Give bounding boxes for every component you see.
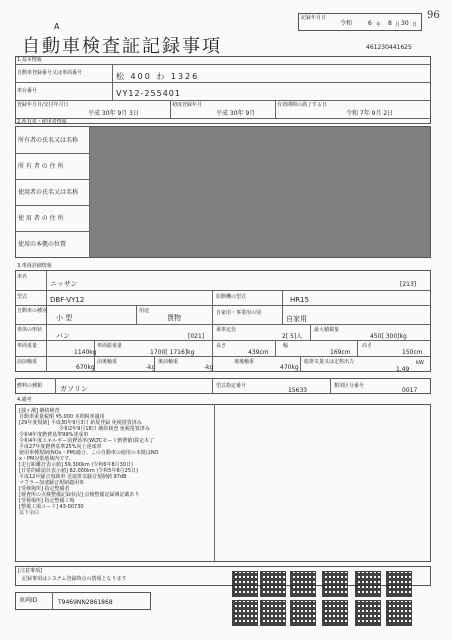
- front-front-axle-label: 前前軸重: [17, 359, 38, 365]
- note-line: 平成12年騒音規制車 近接排気騒音規制値 97dB: [19, 474, 127, 480]
- kind-label: 自動車の種別: [17, 308, 48, 314]
- maxload-value: 450[ 300]kg: [370, 333, 407, 340]
- caution-text: 記録事項はシステム登録時点の情報となります: [22, 576, 127, 582]
- business-label: 自家用・事業用の別: [216, 310, 262, 316]
- record-month: 8: [388, 20, 392, 27]
- rear-front-axle-value: -kg: [204, 364, 214, 371]
- note-line: 平成27年度燃費基準25%向上達成車: [19, 444, 102, 450]
- rear-rear-axle-label: 後後軸重: [234, 359, 255, 365]
- note-line: x・PM対策地域内です。: [19, 456, 74, 462]
- rear-rear-axle-value: 470kg: [280, 364, 299, 371]
- note-line: 令和4年度燃費基準99%達成車: [19, 432, 89, 438]
- vehicle-section-title: 3.車両詳細情報: [17, 263, 52, 269]
- front-rear-axle-label: 前後軸重: [97, 359, 118, 365]
- car-name-label: 車名: [17, 274, 28, 280]
- vehicle-id-value: T9469NN2861868: [58, 599, 113, 606]
- owner-address-label: 所 有 者 の 住 所: [18, 163, 64, 170]
- day-unit: 日: [412, 22, 418, 28]
- qr-code: [386, 571, 412, 597]
- height-value: 150cm: [402, 349, 423, 356]
- capacity-value: 2[ 5]人: [282, 333, 303, 340]
- class-number-label: 類別区分番号: [334, 383, 365, 389]
- width-value: 169cm: [330, 349, 351, 356]
- mark-a: A: [54, 22, 60, 31]
- displacement-label: 総排気量又は定格出力: [304, 359, 355, 365]
- note-line: [日常的確認計表示値] 82,000km (令和5年8月25日): [19, 468, 138, 474]
- qr-code: [260, 600, 286, 626]
- model-label: 型式: [17, 294, 28, 300]
- reg-number-label: 自動車登録番号又は車両番号: [17, 70, 83, 76]
- capacity-label: 乗車定員: [216, 327, 237, 333]
- note-line: [受検場所] 指定整備工場: [19, 498, 75, 504]
- vehicle-id-label: 車両ID: [19, 597, 38, 604]
- caution-label: [注意事項]: [18, 568, 42, 574]
- owner-section-title: 2.所有者・使用者情報: [17, 119, 67, 125]
- note-line: [検査所の点検整備記録状況] 点検整備記録簿記載あり: [19, 492, 140, 498]
- basic-section-title: 1.基本情報: [17, 57, 42, 63]
- type-number-value: 15633: [288, 387, 308, 394]
- note-line: [整備工場コード] 43-00730: [19, 504, 84, 510]
- qr-code: [355, 571, 381, 597]
- note-line: [受検場所] 指定整備者: [19, 486, 70, 492]
- qr-code: [322, 600, 348, 626]
- page-title: 自動車検査証記録事項: [22, 36, 222, 57]
- user-address-label: 使 用 者 の 住 所: [18, 215, 64, 222]
- qr-code: [322, 571, 348, 597]
- notes-section-title: 4.備考: [17, 397, 32, 403]
- doc-number: 461230441625: [366, 44, 412, 51]
- displacement-value: 1.49: [396, 366, 410, 373]
- record-year: 6: [368, 20, 372, 27]
- front-front-axle-value: 670kg: [76, 364, 95, 371]
- note-line: [走行距離計表示値] 59,300km (令和6年8月30日): [19, 462, 133, 468]
- qr-code: [290, 571, 316, 597]
- use-value: 貨物: [167, 314, 181, 322]
- note-line: [独ヶ潮] 継続検査: [19, 408, 60, 414]
- qr-code: [232, 600, 258, 626]
- height-label: 高さ: [362, 343, 373, 349]
- record-era: 令和: [340, 20, 353, 27]
- reg-number-value: 松 400 わ 1326: [116, 72, 200, 81]
- type-number-label: 型式指定番号: [216, 383, 247, 389]
- notes-list: [19, 408, 213, 516]
- weight-label: 車両重量: [17, 343, 38, 349]
- qr-code: [232, 571, 258, 597]
- note-line: 令和4年度エネルギー消費効率(WLTCモード燃費値)算定木了: [19, 438, 155, 444]
- first-reg-label: 登録年月日/交付年月日: [17, 102, 69, 108]
- front-rear-axle-value: -kg: [146, 364, 156, 371]
- gross-label: 車両総重量: [97, 343, 123, 349]
- rear-front-axle-label: 後前軸重: [158, 359, 179, 365]
- displacement-unit: kW: [416, 360, 424, 366]
- expiry-value: 令和 7年 9月 2日: [346, 110, 394, 117]
- car-name-value: ニッサン: [50, 280, 78, 288]
- month-unit: 月: [395, 22, 401, 28]
- kind-value: 小 型: [56, 314, 73, 322]
- engine-value: HR15: [290, 296, 310, 304]
- first-reg-value: 平成 30年 9月 3日: [88, 110, 139, 117]
- chassis-label: 車台番号: [17, 88, 38, 94]
- gross-value: 1700[ 1716]kg: [150, 349, 195, 356]
- handwritten-number: 96: [427, 10, 440, 21]
- qr-code: [260, 571, 286, 597]
- user-name-label: 使用者の氏名又は名称: [18, 189, 79, 196]
- width-label: 幅: [283, 343, 289, 349]
- base-location-label: 使用の本拠の位置: [18, 241, 67, 248]
- owner-name-label: 所有者の氏名又は名称: [18, 137, 79, 144]
- chassis-value: VY12-255401: [116, 89, 181, 98]
- body-code: [021]: [188, 333, 205, 340]
- engine-label: 原動機の型式: [216, 294, 247, 300]
- note-line: 使用車種規制(NOx・PM)適合。この自動車の使用の本拠はNO: [19, 450, 159, 456]
- record-day: 30: [401, 20, 409, 27]
- maxload-label: 最大積載量: [314, 327, 340, 333]
- redacted-owner-info: [90, 127, 430, 257]
- use-label: 用途: [139, 308, 150, 314]
- first-year-label: 初度登録年月: [172, 102, 203, 108]
- fuel-value: ガソリン: [60, 385, 88, 393]
- length-label: 長さ: [216, 343, 227, 349]
- car-name-code: [213]: [400, 281, 417, 288]
- class-number-value: 0017: [402, 387, 418, 394]
- body-label: 車体の形状: [17, 327, 43, 333]
- note-line: [29年度規制] 平成30年9月3日 新規登録 免税措置済み: [19, 420, 142, 426]
- model-value: DBF-VY12: [50, 296, 85, 304]
- expiry-label: 有効期間の満了する日: [277, 102, 328, 108]
- record-date-label: 記録年月日: [301, 15, 327, 21]
- year-unit: 年: [376, 22, 382, 28]
- first-year-value: 平成 30年 9月: [216, 110, 256, 117]
- body-value: バン: [56, 332, 70, 340]
- business-value: 自家用: [286, 315, 307, 323]
- note-line: 自動車重量税額 ¥5,000 本則税率適用: [19, 414, 105, 420]
- qr-code: [386, 600, 412, 626]
- qr-code: [290, 600, 316, 626]
- fuel-label: 燃料の種類: [17, 383, 43, 389]
- length-value: 439cm: [248, 349, 269, 356]
- weight-value: 1140kg: [74, 349, 97, 356]
- note-line: マフラー加速騒音規制適用車: [19, 480, 85, 486]
- note-line: 以下余白: [19, 510, 40, 516]
- qr-code: [355, 600, 381, 626]
- note-line: 令和2年9月18日 継続検査 免税措置済み: [59, 426, 150, 432]
